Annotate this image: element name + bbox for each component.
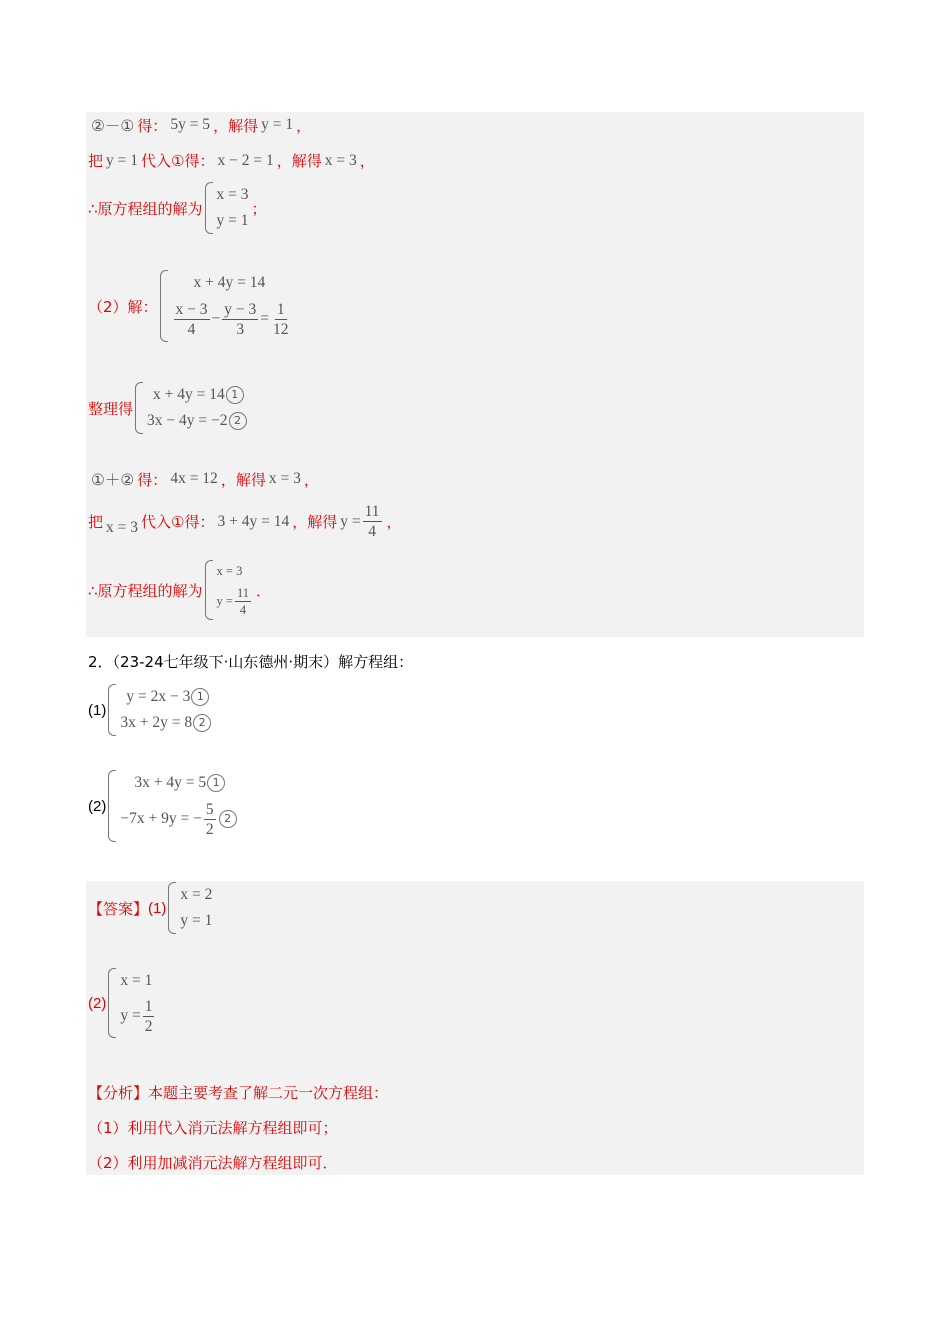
equation-system: [108, 770, 236, 842]
step-text: ，解得: [292, 513, 338, 531]
system-row: [120, 796, 236, 842]
numerator: 1: [276, 300, 285, 318]
system-row: [147, 382, 246, 408]
step-text: 代入①得：: [141, 513, 215, 531]
system-row: x + 4y = 14: [193, 274, 266, 291]
question-text: 2．（23-24七年级下·山东德州·期末）解方程组：: [88, 653, 414, 671]
punct: ，: [386, 513, 402, 531]
result: [340, 502, 383, 541]
equation-system: [135, 382, 246, 434]
system-row: y = 1: [180, 912, 213, 929]
step-text: 整理得: [88, 399, 134, 418]
fraction: [363, 502, 382, 541]
part-label: (2): [88, 797, 107, 815]
numerator: 11: [236, 585, 250, 600]
system-row: y = 1: [216, 212, 249, 229]
equation: 3 + 4y = 14: [217, 512, 290, 530]
part2-start: [88, 270, 296, 342]
punct: ，: [303, 470, 319, 489]
fraction: [204, 800, 216, 839]
solution-2: [88, 560, 271, 620]
analysis-item-1: [88, 1117, 338, 1138]
fraction: [143, 997, 155, 1036]
part-label: (1): [88, 701, 107, 719]
denominator: 4: [187, 320, 196, 338]
circled-number: 1: [207, 774, 225, 792]
step-text: 得：: [137, 116, 168, 135]
step-add: [88, 468, 319, 490]
punct: ，: [359, 152, 375, 170]
equation: −7x + 9y = −: [120, 810, 202, 827]
question-2-part1: [88, 684, 214, 736]
fraction: [174, 300, 210, 339]
step-text: 得：: [137, 470, 168, 489]
analysis-line: [88, 1082, 388, 1103]
denominator: 4: [368, 523, 376, 540]
circled-number: 1: [191, 688, 209, 706]
step-text: 代入①得：: [141, 152, 215, 170]
part-label: (1): [148, 899, 167, 917]
analysis-text: （2）利用加减消元法解方程组即可．: [88, 1154, 338, 1172]
step-text: 把: [88, 152, 104, 170]
result-lhs: y =: [120, 1007, 141, 1024]
equation: 4x = 12: [170, 470, 218, 487]
analysis-text: 【分析】本题主要考查了解二元一次方程组：: [88, 1084, 389, 1102]
analysis-text: （1）利用代入消元法解方程组即可；: [88, 1119, 338, 1137]
system-row: x = 3: [216, 563, 243, 578]
step-text: ∴原方程组的解为: [88, 199, 203, 218]
answer-tag: 【答案】: [88, 899, 149, 918]
system-row: [147, 408, 246, 434]
circled-number: 1: [226, 386, 244, 404]
numerator: 5: [205, 800, 214, 818]
system-row: [172, 296, 293, 342]
equation: y = 2x − 3: [126, 688, 191, 705]
equation-system: [168, 882, 212, 934]
equation: 3x − 4y = −2: [147, 412, 228, 429]
operator: =: [260, 310, 270, 327]
equation-system: [108, 684, 211, 736]
question-2-header: [88, 651, 413, 672]
equation-system: [108, 968, 156, 1038]
equation-system: [205, 560, 253, 620]
simplify-step: [88, 382, 250, 434]
numerator: 11: [364, 503, 380, 520]
numerator: 1: [144, 997, 153, 1015]
denominator: 3: [236, 320, 245, 338]
step-text: ，解得: [213, 116, 259, 135]
fraction: [235, 585, 251, 618]
system-row: [120, 994, 156, 1038]
equation: x + 4y = 14: [153, 386, 225, 403]
step-text: ，解得: [276, 152, 322, 170]
circled-number: 2: [219, 810, 237, 828]
result: x = 3: [268, 470, 301, 487]
system-row: [217, 582, 253, 620]
step-substitute-y: [88, 150, 375, 171]
punct: ；: [251, 199, 267, 218]
punct: ．: [256, 581, 272, 600]
fraction: [271, 300, 291, 339]
answer-part1: [88, 882, 215, 934]
equation-system: [160, 270, 293, 342]
system-row: x = 3: [216, 186, 249, 203]
system-row: x = 2: [180, 886, 213, 903]
denominator: 4: [239, 602, 247, 617]
solution-1: [88, 182, 267, 234]
step-substitute-x: [88, 502, 402, 541]
fraction: [222, 300, 258, 339]
equation: y = 1: [106, 151, 139, 169]
result-lhs: y =: [216, 593, 233, 608]
system-row: [120, 770, 236, 796]
circled-number: 2: [193, 714, 211, 732]
step-text: ∴原方程组的解为: [88, 581, 203, 600]
step-text: 把: [88, 513, 104, 531]
system-row: x = 1: [120, 972, 153, 989]
equation: 3x + 4y = 5: [134, 774, 207, 791]
equation: x = 3: [106, 518, 139, 536]
op-label: ①＋②: [91, 472, 135, 489]
equation: x − 2 = 1: [217, 151, 274, 169]
result-lhs: y =: [340, 512, 361, 530]
equation: 5y = 5: [170, 116, 211, 133]
system-row: [120, 710, 211, 736]
answer-part2: [88, 968, 159, 1038]
equation-system: [205, 182, 249, 234]
numerator: y − 3: [224, 300, 257, 318]
denominator: 2: [205, 820, 214, 838]
op-label: ②－①: [91, 118, 135, 135]
operator: −: [211, 310, 221, 327]
question-2-part2: [88, 770, 240, 842]
result: x = 3: [324, 151, 357, 169]
analysis-item-2: [88, 1152, 338, 1173]
numerator: x − 3: [175, 300, 208, 318]
result: y = 1: [261, 116, 294, 133]
punct: ，: [296, 116, 312, 135]
step-text: （2）解：: [88, 297, 158, 316]
step-subtract: [88, 114, 311, 136]
equation: 3x + 2y = 8: [120, 714, 193, 731]
denominator: 2: [144, 1017, 153, 1035]
part-label: (2): [88, 994, 107, 1012]
system-row: [120, 684, 211, 710]
circled-number: 2: [229, 412, 247, 430]
denominator: 12: [273, 320, 289, 338]
step-text: ，解得: [220, 470, 266, 489]
